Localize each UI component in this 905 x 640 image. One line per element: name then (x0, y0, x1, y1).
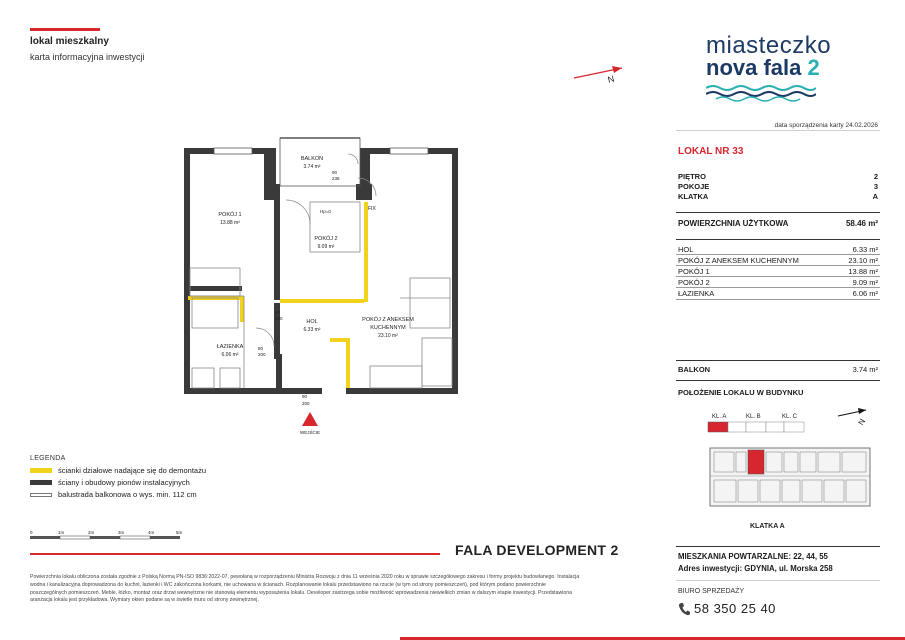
balcony-bottom-divider (676, 380, 880, 381)
sales-office-label: BIURO SPRZEDAŻY (678, 588, 745, 595)
plan-dim-236: 236 (332, 176, 340, 181)
map-caption: KLATKA A (750, 523, 785, 530)
stair-label: KLATKA (678, 192, 709, 201)
legend-title: LEGENDA (30, 455, 66, 462)
klatka-a-label: KL. A (712, 414, 727, 420)
room-name: ŁAZIENKA (678, 289, 715, 298)
plan-room2-label: POKÓJ 2 (314, 236, 338, 242)
plan-hall-label: HOL (306, 319, 318, 325)
plan-dim-80-a: 80 (275, 310, 281, 315)
room-name: POKÓJ 2 (678, 278, 710, 287)
plan-living-label-1: POKÓJ Z ANEKSEM (362, 317, 414, 323)
header-red-rule (30, 28, 100, 31)
room-divider (676, 299, 880, 300)
scale-1: 1m (58, 530, 65, 535)
document-subtitle: karta informacyjna inwestycji (30, 52, 145, 62)
scale-3: 3m (118, 530, 125, 535)
logo-divider (676, 130, 880, 131)
area-bottom-divider (676, 239, 880, 240)
plan-living-label-2: KUCHENNYM (370, 325, 406, 331)
rooms-label: POKOJE (678, 182, 710, 191)
plan-dim-80-b: 80 (258, 346, 264, 351)
room-area: 6.33 m² (852, 245, 878, 254)
plan-fix-label: FIX (368, 206, 376, 212)
plan-living-area: 23.10 m² (378, 333, 398, 339)
footnote: Powierzchnia lokalu obliczona została zgodnie z Polską Normą PN-ISO 9836:2022-07, pewołaną w rozporządzeniu Ministra Rozwoju z dnia 11 września 2020 roku w sprawie szczegółowego zakresu i formy projektu budowlanego. Instalacja wodna i kanalizacyjna doprowadzona do kuchni, łazienki i WC zakończona korkami, nie uchowana w ścianach. Rozplanowanie lokalu przedstawiono na rzucie (w tym od strony pomieszczeń), pod którym podano powierzchnie poszczególnych pomieszczeń. Meble, łóżko, montaż oraz drzwi wewnętrzne nie stanowią elementu wyposażenia lokalu. Developer zastrzega sobie możliwość wprowadzenia niewielkich zmian w dalszym etapie inwestycji. Przedstawiona aranżacja lokalu jest przykładowa. Wymiary okien podane są w świetle muru od strony zewnętrznej. (30, 574, 580, 604)
balcony-value: 3.74 m² (852, 365, 878, 374)
legend-swatch-yellow (30, 468, 52, 473)
area-row (678, 219, 878, 230)
repeat-divider (676, 546, 880, 547)
scale-0: 0 (30, 530, 33, 535)
unit-title: LOKAL NR 33 (678, 146, 744, 157)
plan-room2-area: 9.09 m² (317, 244, 335, 250)
area-label: POWIERZCHNIA UŻYTKOWA (678, 219, 789, 228)
entrance-icon (302, 412, 318, 426)
room-divider (676, 287, 880, 288)
room-divider (676, 254, 880, 255)
legend-text: ścianki działowe nadające się do demontażu (58, 466, 207, 475)
map-north-label: N (856, 417, 868, 427)
plan-dim-90-b: 90 (302, 394, 308, 399)
plan-dim-90: 90 (332, 170, 338, 175)
plan-room1-label: POKÓJ 1 (218, 212, 242, 218)
area-value: 58.46 m² (845, 219, 878, 228)
north-arrow-icon (572, 60, 632, 90)
scale-bar (30, 528, 200, 544)
plan-dim-200-c: 200 (302, 401, 310, 406)
plan-dim-200-a: 200 (275, 316, 283, 321)
scale-5: 5m (176, 530, 183, 535)
sales-phone[interactable]: 58 350 25 40 (694, 601, 776, 616)
stair-value: A (872, 192, 878, 201)
building-position-label: POŁOŻENIE LOKALU W BUDYNKU (678, 388, 804, 397)
plan-bathroom-label: ŁAZIENKA (216, 344, 244, 350)
floor-value: 2 (873, 172, 878, 181)
logo-line1: miasteczko (706, 32, 832, 59)
logo-line2 (706, 55, 820, 81)
plan-bathroom-area: 6.06 m² (221, 352, 239, 358)
footer-red-rule (30, 553, 440, 555)
rooms-value: 3 (873, 182, 878, 191)
balcony-row (678, 365, 878, 376)
balcony-top-divider (676, 360, 880, 361)
legend-text: ściany i obudowy pionów instalacyjnych (58, 478, 190, 487)
card-date: data sporządzenia karty 24.02.2026 (774, 122, 878, 129)
phone-icon (678, 602, 690, 616)
floor-label: PIĘTRO (678, 172, 706, 181)
plan-hall-area: 6.33 m² (303, 327, 321, 333)
room-area: 6.06 m² (852, 289, 878, 298)
scale-4: 4m (148, 530, 155, 535)
plan-balcony-area: 3.74 m² (303, 164, 321, 170)
room-divider (676, 265, 880, 266)
area-top-divider (676, 212, 880, 213)
room-divider (676, 276, 880, 277)
logo-waves-icon (706, 84, 816, 102)
room-name: HOL (678, 245, 694, 254)
logo-name: nova fala (706, 55, 802, 80)
legend-swatch-dark (30, 480, 52, 485)
legend-swatch-white (30, 493, 52, 497)
room-area: 9.09 m² (852, 278, 878, 287)
room-name: POKÓJ Z ANEKSEM KUCHENNYM (678, 256, 799, 265)
building-position-title (678, 388, 878, 399)
room-area: 13.88 m² (848, 267, 878, 276)
investment-address: Adres inwestycji: GDYNIA, ul. Morska 258 (678, 564, 833, 573)
plan-dim-200-b: 200 (258, 352, 266, 357)
scale-2: 2m (88, 530, 95, 535)
floor-plan (160, 118, 480, 438)
north-label: N (606, 73, 616, 85)
developer-name: FALA DEVELOPMENT 2 (455, 542, 619, 558)
entrance-label: WEJŚCIE (299, 430, 321, 435)
room-area: 23.10 m² (848, 256, 878, 265)
plan-room1-area: 13.88 m² (220, 220, 240, 226)
logo-number: 2 (807, 55, 820, 80)
legend-text: balustrada balkonowa o wys. min. 112 cm (58, 490, 197, 499)
stair-row (678, 192, 878, 203)
repeat-units: MIESZKANIA POWTARZALNE: 22, 44, 55 (678, 552, 828, 561)
document-title: lokal mieszkalny (30, 36, 109, 47)
address-divider (676, 580, 880, 581)
plan-hp-label: Hp=0 (320, 209, 331, 214)
balcony-label: BALKON (678, 365, 711, 374)
building-position-map (690, 404, 880, 534)
plan-balcony-label: BALKON (300, 156, 324, 162)
klatka-b-label: KL. B (746, 414, 761, 420)
room-name: POKÓJ 1 (678, 267, 710, 276)
klatka-c-label: KL. C (782, 414, 798, 420)
